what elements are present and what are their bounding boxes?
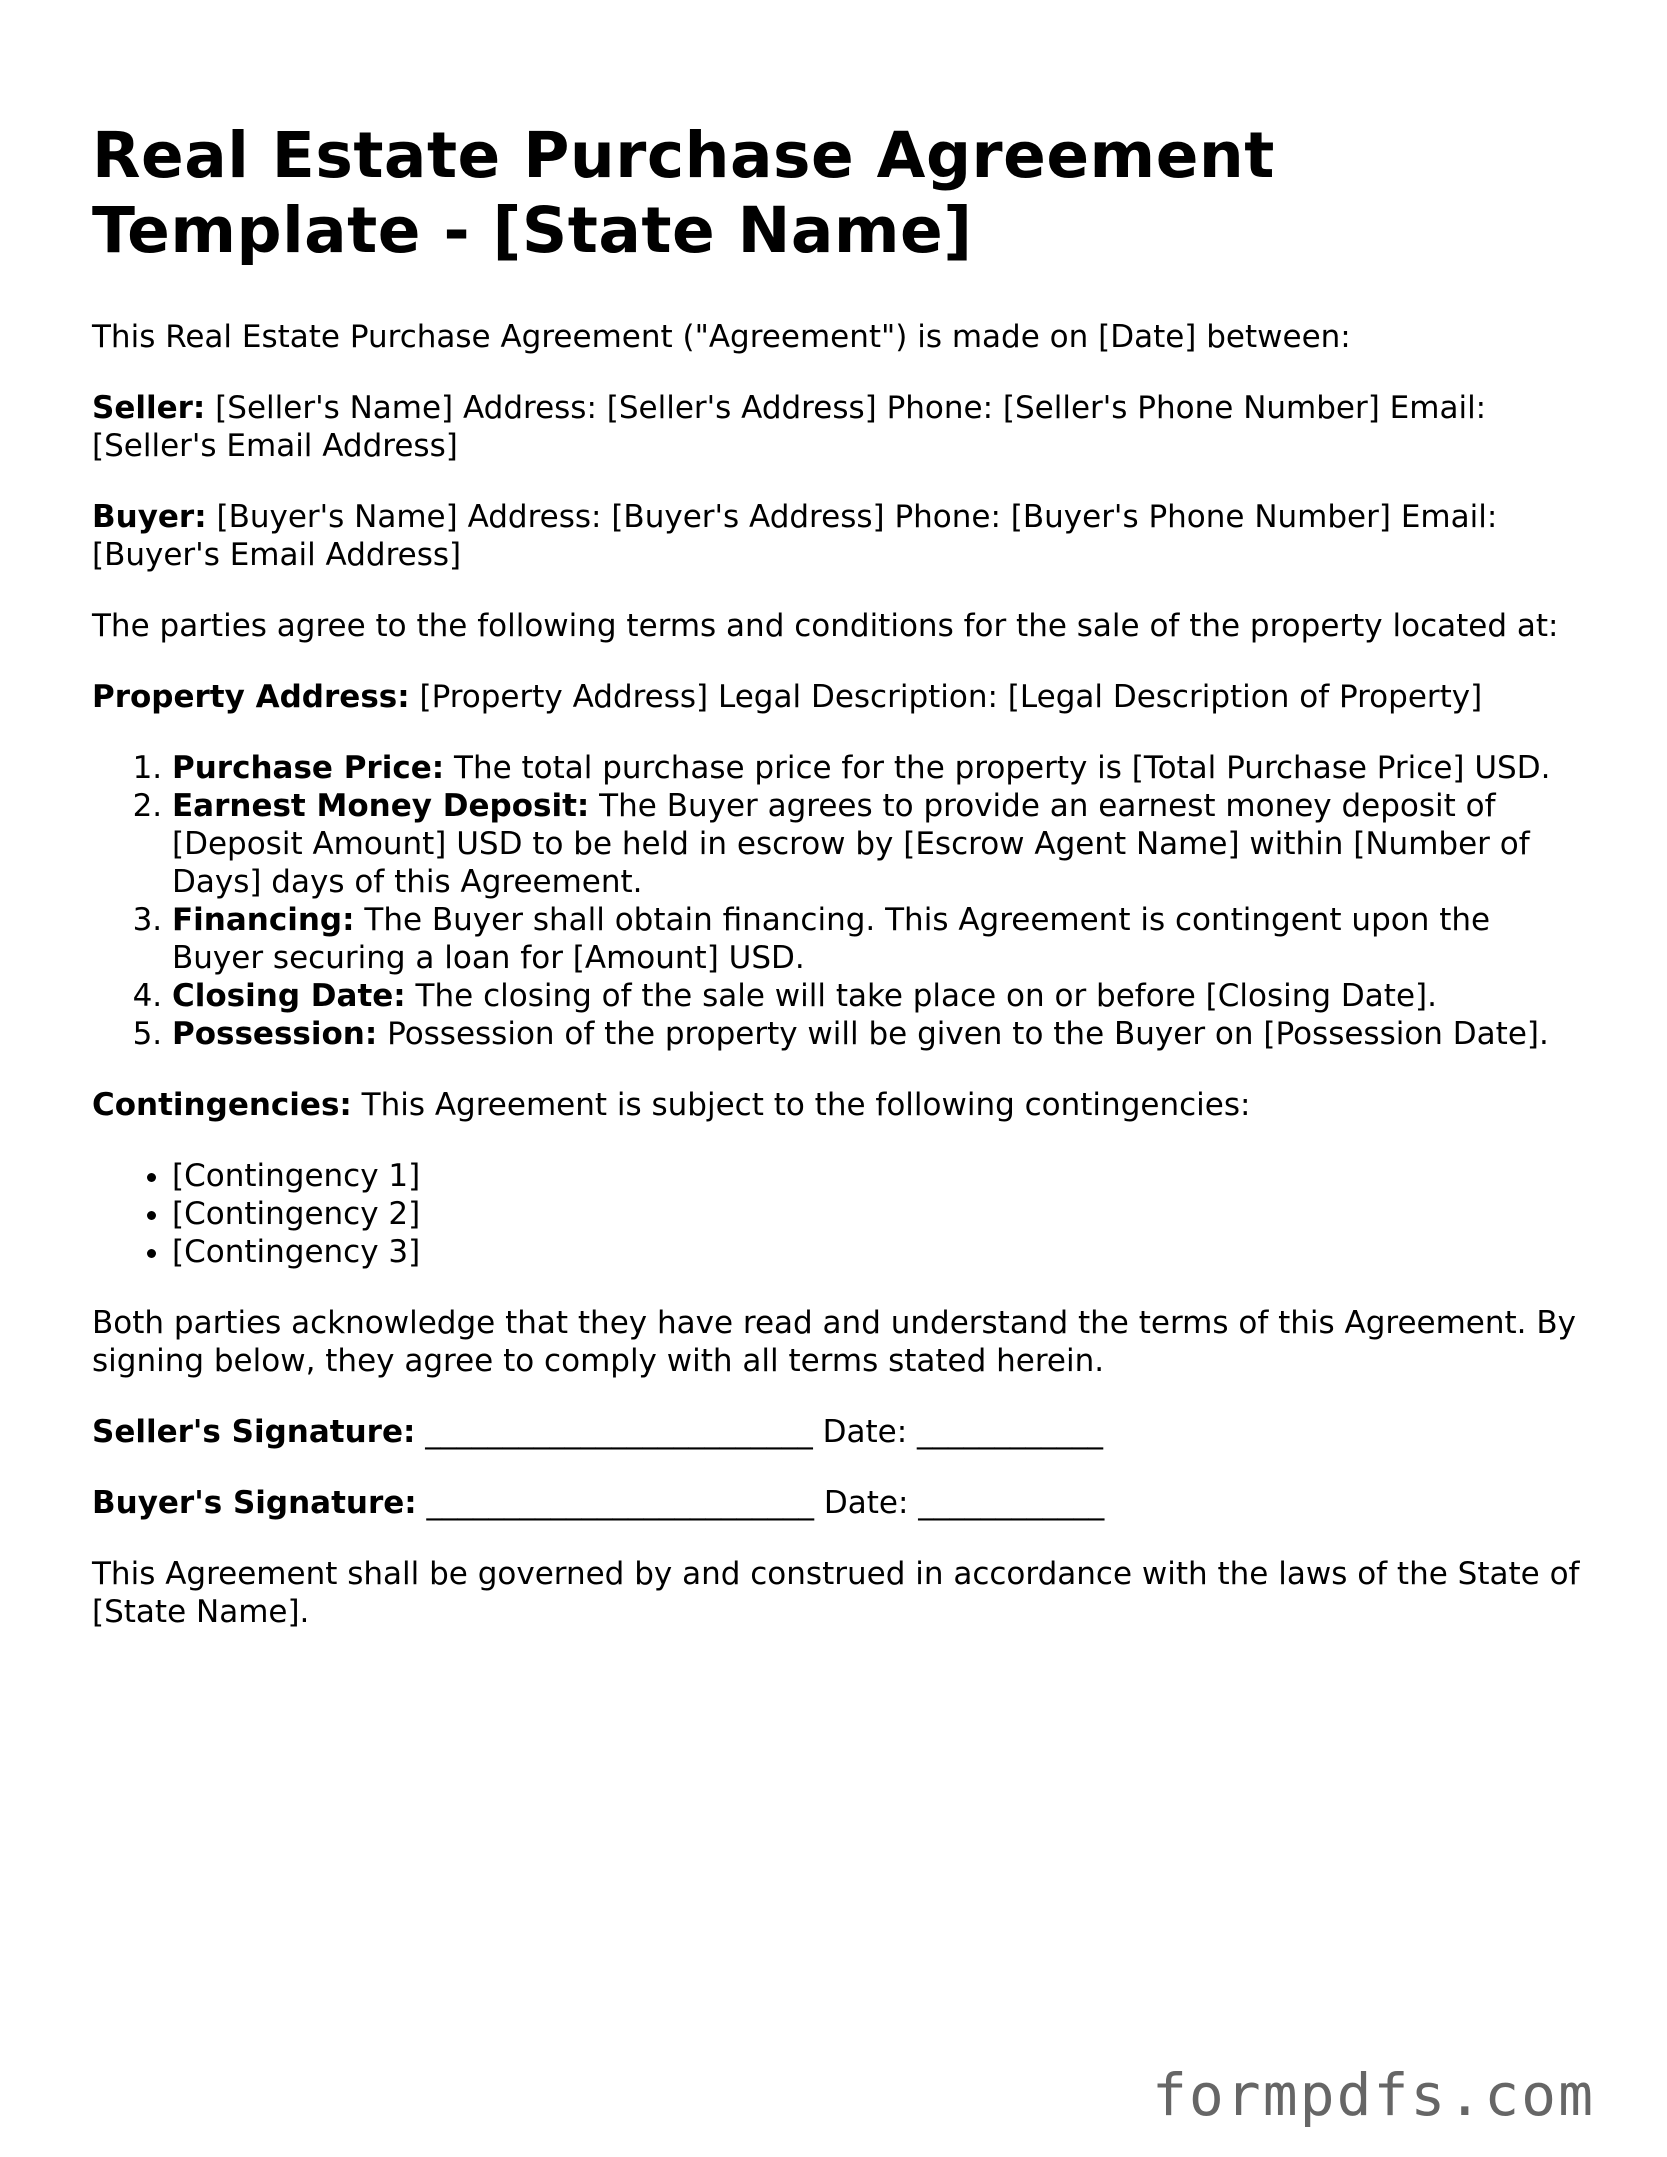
contingency-item: • [Contingency 2]: [172, 1195, 1582, 1233]
seller-details: [Seller's Name] Address: [Seller's Address] Phone: [Seller's Phone Number] Email: [Seller's Email Address]: [92, 390, 1487, 464]
seller-label: Seller:: [92, 390, 206, 426]
term-label: Closing Date:: [172, 978, 406, 1014]
acknowledgment-paragraph: Both parties acknowledge that they have read and understand the terms of this Agreement. By signing below, they agree to comply with all terms stated herein.: [92, 1305, 1576, 1379]
contingencies-text: This Agreement is subject to the following contingencies:: [351, 1087, 1251, 1123]
property-label: Property Address:: [92, 679, 410, 715]
term-text: Possession of the property will be given to the Buyer on [Possession Date].: [377, 1016, 1549, 1052]
term-item: [172, 1015, 1582, 1053]
property-info: [92, 678, 1582, 716]
buyer-date-field[interactable]: ____________: [908, 1485, 1105, 1521]
term-label: Purchase Price:: [172, 750, 445, 786]
seller-signature-field[interactable]: _________________________: [415, 1414, 823, 1450]
seller-date-label: Date:: [822, 1414, 908, 1450]
buyer-details: [Buyer's Name] Address: [Buyer's Address] Phone: [Buyer's Phone Number] Email: [Buyer's Email Address]: [92, 499, 1498, 573]
term-item: [172, 787, 1582, 901]
buyer-signature-row: [92, 1484, 1582, 1522]
term-label: Earnest Money Deposit:: [172, 788, 590, 824]
buyer-signature-label: Buyer's Signature:: [92, 1485, 417, 1521]
term-label: Financing:: [172, 902, 355, 938]
buyer-signature-field[interactable]: _________________________: [416, 1485, 824, 1521]
intro-paragraph: This Real Estate Purchase Agreement ("Agreement") is made on [Date] between:: [92, 319, 1351, 355]
property-details: [Property Address] Legal Description: [Legal Description of Property]: [409, 679, 1483, 715]
term-text: The total purchase price for the property is [Total Purchase Price] USD.: [444, 750, 1551, 786]
watermark: formpdfs.com: [1151, 2061, 1595, 2129]
contingency-item: • [Contingency 3]: [172, 1233, 1582, 1271]
contingencies-list: [92, 1157, 1582, 1271]
term-item: [172, 749, 1582, 787]
term-label: Possession:: [172, 1016, 378, 1052]
seller-info: [92, 389, 1582, 465]
terms-intro: The parties agree to the following terms and conditions for the sale of the property located at:: [92, 608, 1559, 644]
buyer-info: [92, 498, 1582, 574]
terms-list: [92, 749, 1582, 1053]
seller-date-field[interactable]: ____________: [907, 1414, 1104, 1450]
term-text: The closing of the sale will take place on or before [Closing Date].: [405, 978, 1437, 1014]
term-item: [172, 977, 1582, 1015]
governing-law-paragraph: This Agreement shall be governed by and construed in accordance with the laws of the State of [State Name].: [92, 1556, 1580, 1630]
buyer-label: Buyer:: [92, 499, 207, 535]
document-page: [92, 118, 1582, 1664]
seller-signature-row: [92, 1413, 1582, 1451]
contingency-item: • [Contingency 1]: [172, 1157, 1582, 1195]
term-text: The Buyer shall obtain financing. This Agreement is contingent upon the Buyer securing a loan for [Amount] USD.: [172, 902, 1491, 976]
contingencies-intro: [92, 1086, 1582, 1124]
page-title: Real Estate Purchase Agreement Template - [State Name]: [92, 119, 1275, 267]
seller-signature-label: Seller's Signature:: [92, 1414, 416, 1450]
term-item: [172, 901, 1582, 977]
contingencies-label: Contingencies:: [92, 1087, 352, 1123]
term-text: The Buyer agrees to provide an earnest money deposit of [Deposit Amount] USD to be held in escrow by [Escrow Agent Name] within [Number of Days] days of this Agreement.: [172, 788, 1530, 900]
buyer-date-label: Date:: [823, 1485, 909, 1521]
